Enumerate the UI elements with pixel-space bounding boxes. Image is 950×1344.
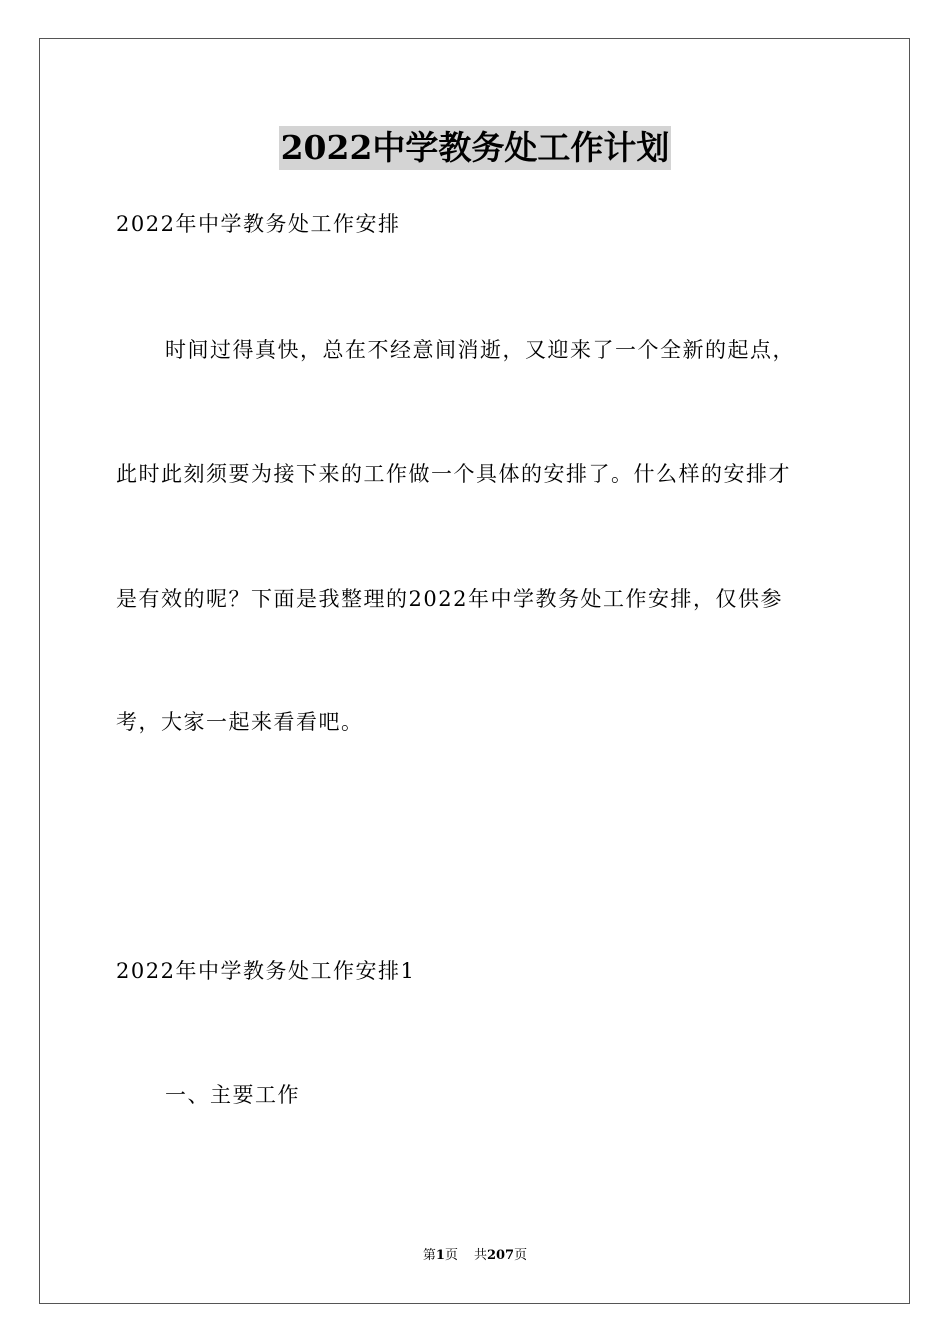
section-heading: 2022年中学教务处工作安排1 (116, 959, 416, 983)
footer-page-prefix: 第 (422, 1248, 436, 1263)
paragraph-line-3: 是有效的呢？下面是我整理的2022年中学教务处工作安排，仅供参 (116, 587, 783, 611)
footer-total-prefix: 共 (473, 1248, 487, 1263)
footer-total-suffix: 页 (514, 1248, 528, 1263)
footer-total-pages: 207 (486, 1248, 515, 1263)
document-subtitle: 2022年中学教务处工作安排 (116, 212, 401, 236)
paragraph-line-2: 此时此刻须要为接下来的工作做一个具体的安排了。什么样的安排才 (116, 462, 791, 486)
document-title: 2022中学教务处工作计划 (279, 126, 672, 170)
paragraph-line-4: 考，大家一起来看看吧。 (116, 710, 364, 734)
footer-page-number: 1 (435, 1248, 445, 1263)
footer-page-suffix: 页 (444, 1248, 458, 1263)
paragraph-line-1: 时间过得真快，总在不经意间消逝，又迎来了一个全新的起点， (165, 338, 795, 362)
title-container (0, 126, 950, 170)
page-footer (0, 1247, 950, 1265)
subsection-heading: 一、主要工作 (165, 1083, 300, 1107)
